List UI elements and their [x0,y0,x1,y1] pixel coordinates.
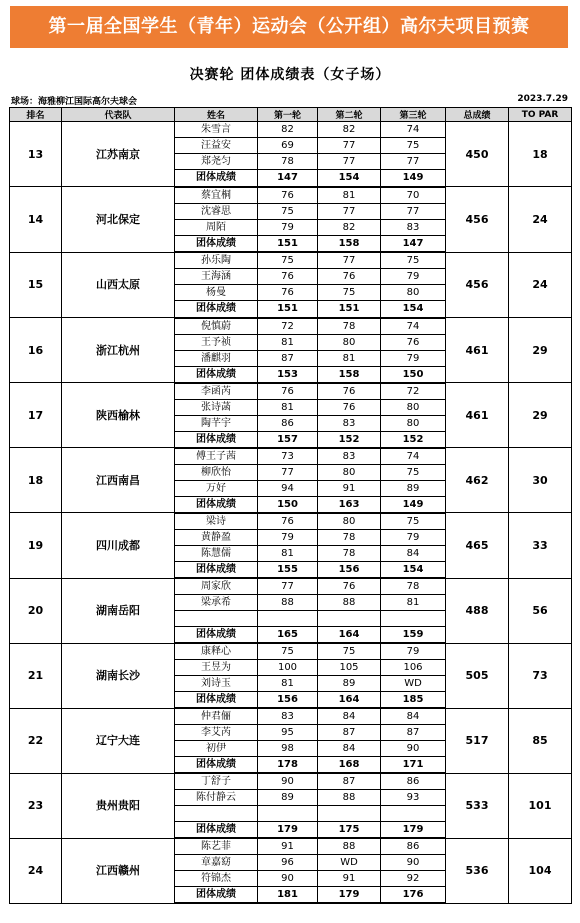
round1-score: 76 [258,269,318,285]
player-name: 王予祯 [175,334,258,350]
round3-score: 80 [381,399,446,415]
round3-score: 84 [381,545,446,561]
round2-score: 78 [318,318,381,335]
team-name: 湖南岳阳 [62,578,175,643]
team-round2-subtotal: 164 [318,627,381,644]
round3-score: 86 [381,838,446,855]
player-name: 孙乐陶 [175,252,258,269]
team-round2-subtotal: 151 [318,301,381,318]
team-round2-subtotal: 152 [318,431,381,448]
player-name: 周家欣 [175,578,258,595]
team-subtotal-label: 团体成绩 [175,561,258,578]
round2-score: 80 [318,464,381,480]
round1-score [258,806,318,822]
round1-score: 88 [258,595,318,611]
player-row [10,708,572,725]
team-round1-subtotal: 147 [258,170,318,187]
round1-score: 91 [258,838,318,855]
round2-score: 83 [318,415,381,431]
team-name: 陕西榆林 [62,383,175,448]
player-row [10,513,572,530]
round1-score: 100 [258,660,318,676]
round2-score [318,806,381,822]
player-row [10,187,572,204]
team-to-par: 24 [509,252,572,318]
player-name: 梁诗 [175,513,258,530]
round2-score: 76 [318,383,381,400]
round1-score: 82 [258,122,318,138]
team-rank: 22 [10,708,62,773]
page-title: 决赛轮 团体成绩表（女子场） [189,67,391,83]
player-row [10,448,572,465]
col-header-team: 代表队 [62,108,175,122]
round1-score: 75 [258,252,318,269]
team-to-par: 24 [509,187,572,253]
team-total: 461 [446,318,509,383]
team-round3-subtotal: 154 [381,561,446,578]
round1-score: 73 [258,448,318,465]
team-to-par: 85 [509,708,572,773]
round1-score: 78 [258,154,318,170]
team-name: 江苏南京 [62,122,175,187]
round1-score: 96 [258,855,318,871]
team-subtotal-label: 团体成绩 [175,170,258,187]
player-name: 万好 [175,480,258,496]
team-round2-subtotal: 154 [318,170,381,187]
player-name: 蔡宜桐 [175,187,258,204]
round3-score: WD [381,676,446,692]
player-row [10,773,572,790]
course-label: 球场：海雅柳江国际高尔夫球会 [11,97,138,107]
team-name: 江西赣州 [62,838,175,903]
round2-score: 75 [318,285,381,301]
team-subtotal-label: 团体成绩 [175,627,258,644]
team-to-par: 18 [509,122,572,187]
round3-score: 79 [381,643,446,660]
team-total: 465 [446,513,509,579]
round1-score: 75 [258,203,318,219]
col-header-round1: 第一轮 [258,108,318,122]
team-round2-subtotal: 163 [318,496,381,513]
round3-score: 106 [381,660,446,676]
round1-score: 76 [258,383,318,400]
player-name: 周陌 [175,219,258,235]
team-to-par: 101 [509,773,572,838]
round1-score: 90 [258,773,318,790]
team-total: 461 [446,383,509,448]
round3-score: 93 [381,790,446,806]
round2-score: 75 [318,643,381,660]
player-name: 李艾芮 [175,725,258,741]
round3-score: 92 [381,871,446,887]
team-round2-subtotal: 164 [318,692,381,709]
team-total: 488 [446,578,509,643]
team-name: 河北保定 [62,187,175,253]
round2-score: 88 [318,790,381,806]
team-subtotal-label: 团体成绩 [175,757,258,774]
team-round1-subtotal: 179 [258,822,318,839]
round2-score: 78 [318,529,381,545]
round1-score: 79 [258,529,318,545]
round1-score: 81 [258,545,318,561]
player-name: 刘诗玉 [175,676,258,692]
col-header-round3: 第三轮 [381,108,446,122]
player-name: 符锦杰 [175,871,258,887]
team-subtotal-label: 团体成绩 [175,496,258,513]
round1-score: 72 [258,318,318,335]
round1-score: 86 [258,415,318,431]
player-name: 汪益安 [175,138,258,154]
team-round1-subtotal: 155 [258,561,318,578]
round1-score: 90 [258,871,318,887]
team-round2-subtotal: 179 [318,887,381,904]
round3-score: 72 [381,383,446,400]
player-name: 李函芮 [175,383,258,400]
round3-score: 75 [381,464,446,480]
player-row [10,383,572,400]
team-round2-subtotal: 175 [318,822,381,839]
team-round1-subtotal: 165 [258,627,318,644]
round3-score: 79 [381,269,446,285]
team-to-par: 33 [509,513,572,579]
round3-score [381,806,446,822]
round2-score: 80 [318,334,381,350]
round1-score: 95 [258,725,318,741]
team-name: 辽宁大连 [62,708,175,773]
round2-score: 77 [318,138,381,154]
round3-score: 79 [381,529,446,545]
team-round3-subtotal: 150 [381,366,446,383]
team-name: 湖南长沙 [62,643,175,708]
round1-score: 77 [258,578,318,595]
team-round1-subtotal: 151 [258,235,318,252]
team-round3-subtotal: 149 [381,170,446,187]
player-name: 陶芊宇 [175,415,258,431]
round3-score: 90 [381,741,446,757]
round1-score: 83 [258,708,318,725]
player-name: 柳欣怡 [175,464,258,480]
event-banner: 第一届全国学生（青年）运动会（公开组）高尔夫项目预赛 [10,6,568,48]
round1-score: 76 [258,285,318,301]
team-round1-subtotal: 157 [258,431,318,448]
team-to-par: 30 [509,448,572,513]
round2-score: 77 [318,203,381,219]
round3-score: 74 [381,318,446,335]
round3-score: 87 [381,725,446,741]
team-rank: 21 [10,643,62,708]
player-name: 陈付静云 [175,790,258,806]
team-rank: 20 [10,578,62,643]
player-name: 傅王子茜 [175,448,258,465]
col-header-total: 总成绩 [446,108,509,122]
team-subtotal-label: 团体成绩 [175,301,258,318]
team-rank: 19 [10,513,62,579]
round2-score: 91 [318,480,381,496]
round2-score: 80 [318,513,381,530]
round3-score [381,611,446,627]
team-rank: 14 [10,187,62,253]
team-total: 536 [446,838,509,903]
round2-score: 81 [318,187,381,204]
round3-score: 89 [381,480,446,496]
player-name: 倪慎蔚 [175,318,258,335]
team-subtotal-label: 团体成绩 [175,431,258,448]
team-subtotal-label: 团体成绩 [175,887,258,904]
team-round3-subtotal: 152 [381,431,446,448]
round2-score: 88 [318,595,381,611]
round2-score: 84 [318,708,381,725]
round1-score: 81 [258,334,318,350]
team-round3-subtotal: 149 [381,496,446,513]
round3-score: 80 [381,285,446,301]
team-rank: 23 [10,773,62,838]
team-subtotal-label: 团体成绩 [175,692,258,709]
round2-score: WD [318,855,381,871]
team-rank: 24 [10,838,62,903]
round2-score: 83 [318,448,381,465]
round2-score [318,611,381,627]
team-round2-subtotal: 158 [318,366,381,383]
team-to-par: 104 [509,838,572,903]
round1-score [258,611,318,627]
round2-score: 76 [318,269,381,285]
round3-score: 78 [381,578,446,595]
team-round2-subtotal: 168 [318,757,381,774]
round3-score: 74 [381,122,446,138]
round2-score: 82 [318,219,381,235]
round3-score: 84 [381,708,446,725]
col-header-name: 姓名 [175,108,258,122]
round2-score: 76 [318,578,381,595]
team-round1-subtotal: 178 [258,757,318,774]
round2-score: 76 [318,399,381,415]
team-name: 贵州贵阳 [62,773,175,838]
player-name: 丁舒子 [175,773,258,790]
team-rank: 15 [10,252,62,318]
round2-score: 77 [318,154,381,170]
team-round1-subtotal: 150 [258,496,318,513]
round1-score: 94 [258,480,318,496]
round2-score: 89 [318,676,381,692]
round3-score: 79 [381,350,446,366]
team-to-par: 29 [509,318,572,383]
team-total: 462 [446,448,509,513]
col-header-round2: 第二轮 [318,108,381,122]
round3-score: 86 [381,773,446,790]
round3-score: 74 [381,448,446,465]
player-name: 章嘉窈 [175,855,258,871]
round3-score: 77 [381,203,446,219]
round1-score: 81 [258,399,318,415]
round1-score: 79 [258,219,318,235]
round2-score: 88 [318,838,381,855]
team-rank: 16 [10,318,62,383]
player-row [10,252,572,269]
team-round3-subtotal: 171 [381,757,446,774]
team-subtotal-label: 团体成绩 [175,822,258,839]
round1-score: 89 [258,790,318,806]
round1-score: 69 [258,138,318,154]
player-name [175,611,258,627]
team-round3-subtotal: 176 [381,887,446,904]
team-round1-subtotal: 153 [258,366,318,383]
round3-score: 70 [381,187,446,204]
round3-score: 75 [381,138,446,154]
round3-score: 75 [381,252,446,269]
round1-score: 87 [258,350,318,366]
date-label: 2023.7.29 [517,94,568,104]
team-round3-subtotal: 159 [381,627,446,644]
player-name: 郑尧匀 [175,154,258,170]
player-name: 潘麒羽 [175,350,258,366]
team-round2-subtotal: 158 [318,235,381,252]
round2-score: 91 [318,871,381,887]
player-name: 康释心 [175,643,258,660]
team-name: 江西南昌 [62,448,175,513]
round3-score: 90 [381,855,446,871]
team-subtotal-label: 团体成绩 [175,366,258,383]
team-to-par: 29 [509,383,572,448]
player-name: 初伊 [175,741,258,757]
round1-score: 77 [258,464,318,480]
player-name: 陈慧儒 [175,545,258,561]
round3-score: 75 [381,513,446,530]
round2-score: 87 [318,725,381,741]
player-name: 朱雪言 [175,122,258,138]
team-name: 浙江杭州 [62,318,175,383]
team-round1-subtotal: 151 [258,301,318,318]
results-body [10,122,572,904]
round3-score: 83 [381,219,446,235]
player-row [10,578,572,595]
team-to-par: 73 [509,643,572,708]
round3-score: 76 [381,334,446,350]
team-round1-subtotal: 181 [258,887,318,904]
round1-score: 76 [258,513,318,530]
round3-score: 81 [381,595,446,611]
round1-score: 98 [258,741,318,757]
player-name: 梁承希 [175,595,258,611]
round2-score: 82 [318,122,381,138]
team-round1-subtotal: 156 [258,692,318,709]
team-rank: 13 [10,122,62,187]
player-name: 张诗菡 [175,399,258,415]
team-total: 450 [446,122,509,187]
round1-score: 81 [258,676,318,692]
round2-score: 87 [318,773,381,790]
player-name: 陈艺菲 [175,838,258,855]
player-name: 王昱为 [175,660,258,676]
round2-score: 78 [318,545,381,561]
player-row [10,643,572,660]
col-header-rank: 排名 [10,108,62,122]
team-round3-subtotal: 179 [381,822,446,839]
results-table [9,107,572,904]
round3-score: 77 [381,154,446,170]
player-name: 杨曼 [175,285,258,301]
round2-score: 77 [318,252,381,269]
team-name: 山西太原 [62,252,175,318]
team-round3-subtotal: 185 [381,692,446,709]
round2-score: 105 [318,660,381,676]
team-round2-subtotal: 156 [318,561,381,578]
player-name: 黄静盈 [175,529,258,545]
round2-score: 81 [318,350,381,366]
player-name: 沈睿思 [175,203,258,219]
player-row [10,122,572,138]
team-to-par: 56 [509,578,572,643]
player-row [10,838,572,855]
team-rank: 18 [10,448,62,513]
round1-score: 76 [258,187,318,204]
player-name: 王海涵 [175,269,258,285]
col-header-topar: TO PAR [509,108,572,122]
team-round3-subtotal: 147 [381,235,446,252]
round2-score: 84 [318,741,381,757]
team-name: 四川成都 [62,513,175,579]
team-subtotal-label: 团体成绩 [175,235,258,252]
round1-score: 75 [258,643,318,660]
header-row [10,108,572,122]
team-total: 517 [446,708,509,773]
team-round3-subtotal: 154 [381,301,446,318]
round3-score: 80 [381,415,446,431]
team-total: 456 [446,187,509,253]
team-total: 456 [446,252,509,318]
player-row [10,318,572,335]
team-rank: 17 [10,383,62,448]
team-total: 505 [446,643,509,708]
player-name [175,806,258,822]
player-name: 仲君俪 [175,708,258,725]
team-total: 533 [446,773,509,838]
